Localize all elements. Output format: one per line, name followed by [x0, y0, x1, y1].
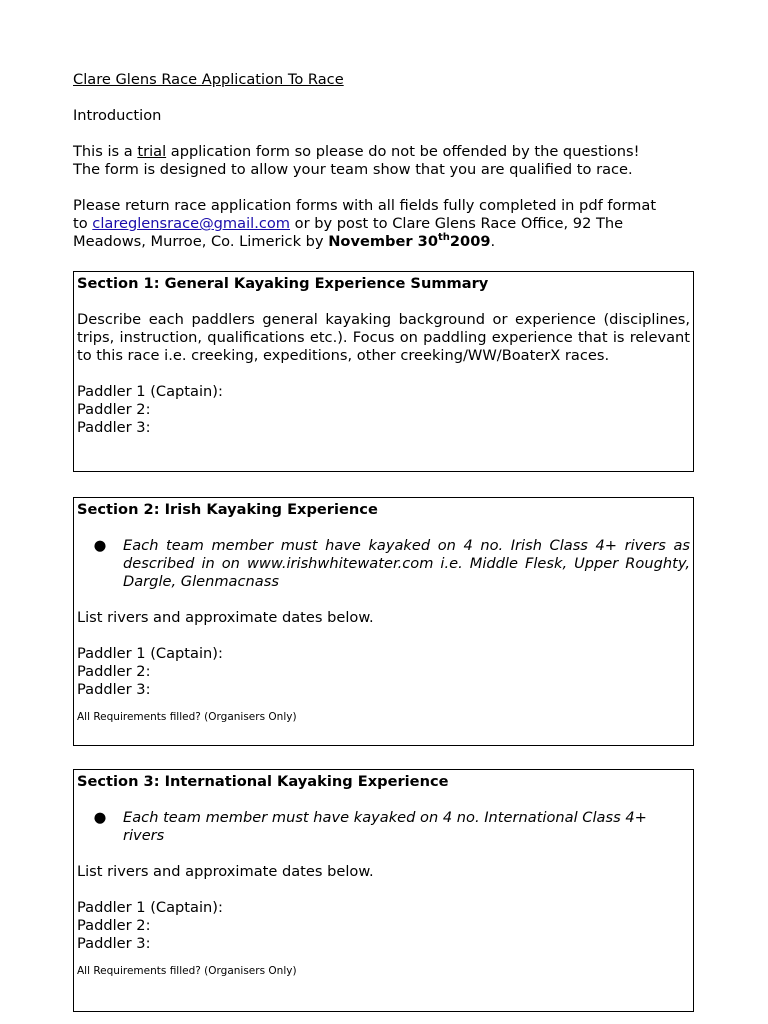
intro-text: application form so please do not be offended by the questions!	[166, 143, 640, 160]
deadline-year: 2009	[449, 233, 491, 250]
paddler-3-field[interactable]: Paddler 3:	[77, 419, 151, 436]
section-3-requirement: Each team member must have kayaked on 4 no. International Class 4+ rivers	[123, 809, 647, 844]
intro-paragraph-2-line-3	[73, 233, 694, 251]
section-2-bullet	[77, 537, 690, 591]
section-2-heading: Section 2: Irish Kayaking Experience	[77, 501, 378, 518]
section-2-organiser-note: All Requirements filled? (Organisers Only)	[77, 711, 297, 723]
intro-paragraph-1-line-1	[73, 143, 694, 161]
intro-text: Meadows, Murroe, Co. Limerick by	[73, 233, 329, 250]
intro-text: .	[490, 233, 496, 250]
intro-heading: Introduction	[73, 107, 162, 124]
paddler-1-field[interactable]: Paddler 1 (Captain):	[77, 383, 223, 400]
intro-paragraph-1-line-2: The form is designed to allow your team show that you are qualified to race.	[73, 161, 633, 178]
paddler-1-field[interactable]: Paddler 1 (Captain):	[77, 899, 223, 916]
section-3-heading: Section 3: International Kayaking Experience	[77, 773, 449, 790]
bullet-icon: ●	[93, 809, 107, 826]
paddler-2-field[interactable]: Paddler 2:	[77, 663, 151, 680]
paddler-2-field[interactable]: Paddler 2:	[77, 917, 151, 934]
section-2-requirement: Each team member must have kayaked on 4 no. Irish Class 4+ rivers as described in on www.irishwhitewater.com i.e. Middle Flesk, Upper Roughty, Dargle, Glenmacnass	[123, 537, 690, 590]
bullet-icon: ●	[93, 537, 107, 554]
deadline-date: November 30	[328, 233, 438, 250]
email-link[interactable]: clareglensrace@gmail.com	[92, 215, 291, 232]
deadline-suffix: th	[438, 232, 450, 243]
section-2-list-prompt: List rivers and approximate dates below.	[77, 609, 374, 626]
section-2-box	[73, 497, 694, 746]
intro-text: or by post to Clare Glens Race Office, 92 The	[290, 215, 624, 232]
section-1-description: Describe each paddlers general kayaking background or experience (disciplines, trips, instruction, qualifications etc.). Focus on paddling experience that is relevant to this race i.e. creeking, expeditions, other creeking/WW/BoaterX races.	[77, 311, 690, 364]
paddler-3-field[interactable]: Paddler 3:	[77, 935, 151, 952]
section-1-heading: Section 1: General Kayaking Experience Summary	[77, 275, 489, 292]
document-title: Clare Glens Race Application To Race	[73, 71, 344, 88]
intro-text: This is a	[73, 143, 138, 160]
paddler-2-field[interactable]: Paddler 2:	[77, 401, 151, 418]
document-header	[73, 71, 694, 251]
section-3-list-prompt: List rivers and approximate dates below.	[77, 863, 374, 880]
intro-paragraph-2-line-2	[73, 215, 694, 233]
section-3-box	[73, 769, 694, 1012]
trial-word: trial	[137, 143, 167, 160]
intro-text: to	[73, 215, 93, 232]
section-1-box	[73, 271, 694, 472]
intro-paragraph-2-line-1: Please return race application forms with all fields fully completed in pdf format	[73, 197, 657, 214]
paddler-3-field[interactable]: Paddler 3:	[77, 681, 151, 698]
paddler-1-field[interactable]: Paddler 1 (Captain):	[77, 645, 223, 662]
section-3-bullet	[77, 809, 690, 845]
section-3-organiser-note: All Requirements filled? (Organisers Only)	[77, 965, 297, 977]
